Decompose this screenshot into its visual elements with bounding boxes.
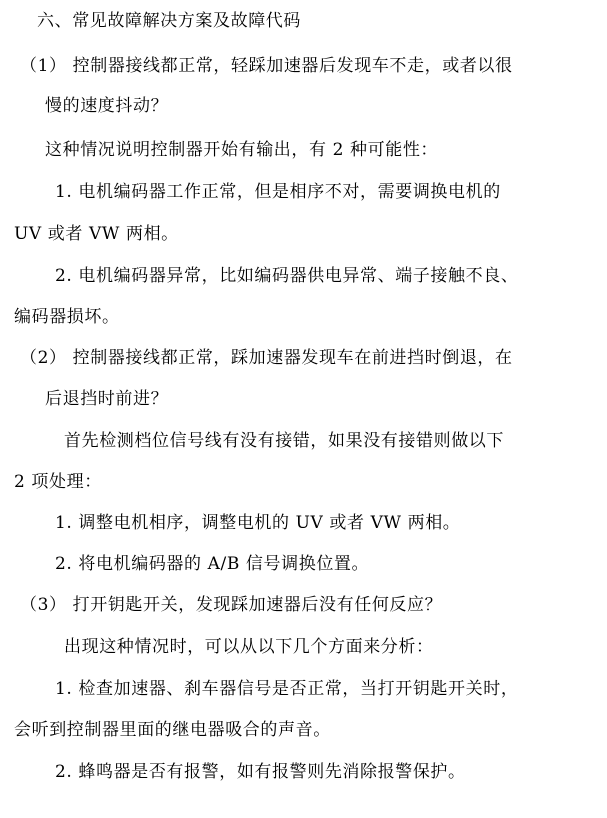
q1-item1-line1: 1. 电机编码器工作正常，但是相序不对，需要调换电机的 [55,182,501,202]
q1-question-line2: 慢的速度抖动？ [45,96,169,116]
q2-item1: 1. 调整电机相序，调整电机的 UV 或者 VW 两相。 [55,513,461,533]
q3-item1-line1: 1. 检查加速器、刹车器信号是否正常，当打开钥匙开关时， [55,679,519,699]
q2-item2: 2. 将电机编码器的 A/B 信号调换位置。 [55,554,370,574]
q1-item2-line2: 编码器损坏。 [14,307,120,327]
q1-item2-line1: 2. 电机编码器异常，比如编码器供电异常、端子接触不良、 [55,266,519,286]
q3-item1-line2: 会听到控制器里面的继电器吸合的声音。 [14,720,331,740]
q3-item2: 2. 蜂鸣器是否有报警，如有报警则先消除报警保护。 [55,762,466,782]
q2-question-line1: （2） 控制器接线都正常，踩加速器发现车在前进挡时倒退，在 [20,348,513,368]
q1-intro: 这种情况说明控制器开始有输出，有 2 种可能性： [45,140,439,160]
q3-intro: 出现这种情况时，可以从以下几个方面来分析： [64,637,434,657]
q3-question-line1: （3） 打开钥匙开关，发现踩加速器后没有任何反应？ [20,595,443,615]
q1-item1-line2: UV 或者 VW 两相。 [14,224,179,244]
section-title: 六、常见故障解决方案及故障代码 [37,11,301,31]
q2-intro-line2: 2 项处理： [14,472,102,492]
q2-intro-line1: 首先检测档位信号线有没有接错，如果没有接错则做以下 [64,431,504,451]
q1-question-line1: （1） 控制器接线都正常，轻踩加速器后发现车不走，或者以很 [20,56,513,76]
q2-question-line2: 后退挡时前进？ [45,389,169,409]
